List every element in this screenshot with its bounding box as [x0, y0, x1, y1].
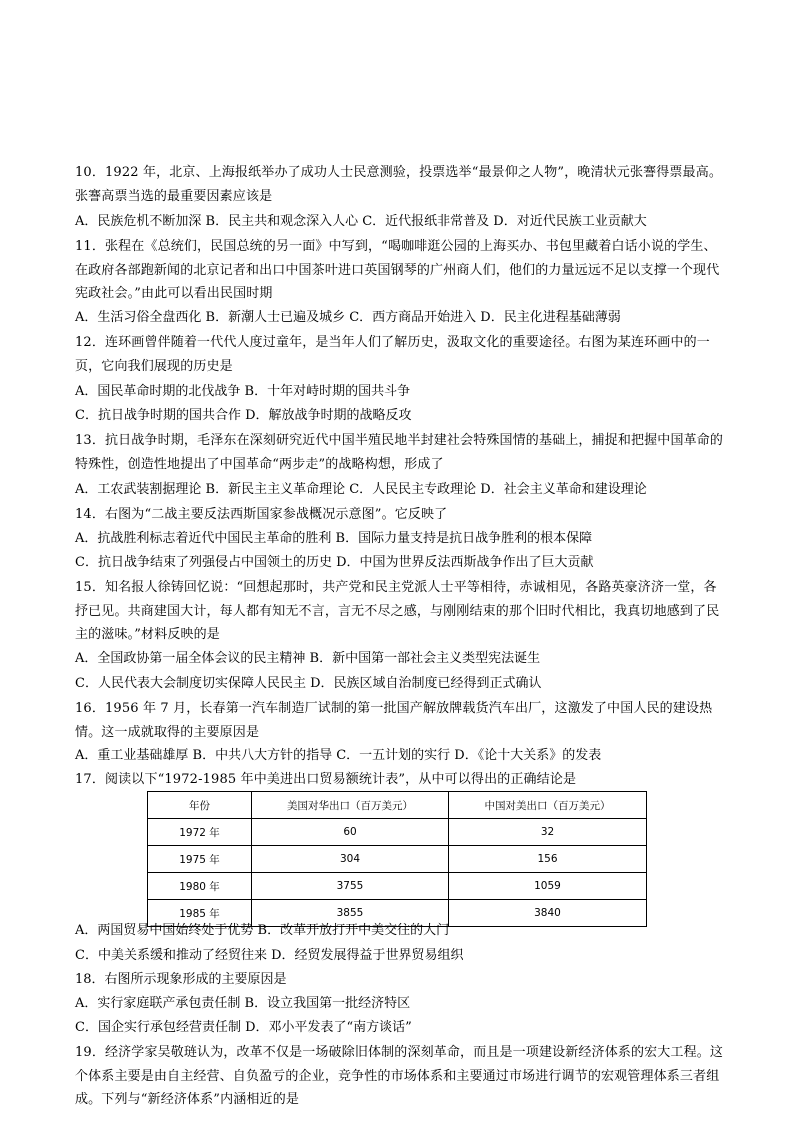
table-cell-year: 1972 年: [148, 819, 252, 846]
question-12-stem: 12．连环画曾伴随着一代代人度过童年，是当年人们了解历史，汲取文化的重要途径。右图为某连环画中的一页，它向我们展现的历史是: [75, 335, 710, 374]
table-cell-china-export: 32: [449, 819, 647, 846]
table-row: [148, 846, 647, 873]
question-13-options: A．工农武装割据理论 B．新民主主义革命理论 C．人民民主专政理论 D．社会主义革命和建设理论: [75, 482, 647, 497]
table-cell-year: 1980 年: [148, 873, 252, 900]
table-cell-us-export: 60: [252, 819, 449, 846]
table-header-row: [148, 792, 647, 819]
question-17-option-cd: C．中美关系缓和推动了经贸往来 D．经贸发展得益于世界贸易组织: [75, 948, 464, 963]
table-cell-china-export: 156: [449, 846, 647, 873]
question-14-stem: 14．右图为“二战主要反法西斯国家参战概况示意图”。它反映了: [75, 507, 448, 522]
table-header-china-export: 中国对美出口（百万美元）: [449, 792, 647, 819]
question-15-option-ab: A．全国政协第一届全体会议的民主精神 B．新中国第一部社会主义类型宪法诞生: [75, 651, 541, 666]
table-cell-us-export: 304: [252, 846, 449, 873]
question-10-stem: 10．1922 年，北京、上海报纸举办了成功人士民意测验，投票选举“最景仰之人物”，晚清状元张謇得票最高。张謇高票当选的最重要因素应该是: [75, 165, 723, 204]
question-15-stem: 15．知名报人徐铸回忆说：“回想起那时，共产党和民主党派人士平等相待，赤诚相见，各路英豪济济一堂，各抒已见。共商建国大计，每人都有知无不言，言无不尽之感，与刚刚结束的那个旧时代相比，我真切地感到了民主的滋味。”材料反映的是: [75, 580, 720, 642]
question-11-stem: 11．张程在《总统们，民国总统的另一面》中写到，“喝咖啡逛公园的上海买办、书包里藏着白话小说的学生、在政府各部跑新闻的北京记者和出口中国茶叶进口英国钢琴的广州商人们，他们的力量远远不足以支撑一个现代宪政社会。”由此可以看出民国时期: [75, 239, 720, 301]
table-row: [148, 819, 647, 846]
question-18-option-cd: C．国企实行承包经营责任制 D．邓小平发表了“南方谈话”: [75, 1020, 412, 1035]
table-header-us-export: 美国对华出口（百万美元）: [252, 792, 449, 819]
question-13-stem: 13．抗日战争时期，毛泽东在深刻研究近代中国半殖民地半封建社会特殊国情的基础上，捕捉和把握中国革命的特殊性，创造性地提出了中国革命“两步走”的战略构想，形成了: [75, 433, 724, 472]
question-14-option-cd: C．抗日战争结束了列强侵占中国领土的历史 D．中国为世界反法西斯战争作出了巨大贡献: [75, 555, 594, 570]
question-14-option-ab: A．抗战胜利标志着近代中国民主革命的胜利 B．国际力量支持是抗日战争胜利的根本保障: [75, 531, 593, 546]
question-18-stem: 18．右图所示现象形成的主要原因是: [75, 972, 287, 987]
question-12-option-ab: A．国民革命时期的北伐战争 B．十年对峙时期的国共斗争: [75, 384, 411, 399]
table-row: [148, 873, 647, 900]
question-15-option-cd: C．人民代表大会制度切实保障人民民主 D．民族区域自治制度已经得到正式确认: [75, 676, 542, 691]
question-19-stem: 19．经济学家吴敬琏认为，改革不仅是一场破除旧体制的深刻革命，而且是一项建设新经济体系的宏大工程。这个体系主要是由自主经营、自负盈亏的企业，竞争性的市场体系和主要通过市场进行调节的宏观管理体系三者组成。下列与“新经济体系”内涵相近的是: [75, 1045, 724, 1107]
question-17-option-ab: A．两国贸易中国始终处于优势 B．改革开放打开中美交往的大门: [75, 923, 450, 938]
trade-statistics-table: [147, 791, 647, 927]
question-16-stem: 16．1956 年 7 月，长春第一汽车制造厂试制的第一批国产解放牌载货汽车出厂，这激发了中国人民的建设热情。这一成就取得的主要原因是: [75, 701, 713, 740]
table-cell-us-export: 3755: [252, 873, 449, 900]
question-10-options: A．民族危机不断加深 B．民主共和观念深入人心 C．近代报纸非常普及 D．对近代民族工业贡献大: [75, 214, 647, 229]
question-11-options: A．生活习俗全盘西化 B．新潮人士已遍及城乡 C．西方商品开始进入 D．民主化进程基础薄弱: [75, 310, 621, 325]
question-17-stem: 17．阅读以下“1972-1985 年中美进出口贸易额统计表”，从中可以得出的正确结论是: [75, 772, 577, 787]
question-18-option-ab: A．实行家庭联产承包责任制 B．设立我国第一批经济特区: [75, 996, 411, 1011]
table-cell-year: 1985 年: [148, 900, 252, 927]
table-cell-year: 1975 年: [148, 846, 252, 873]
question-12-option-cd: C．抗日战争时期的国共合作 D．解放战争时期的战略反攻: [75, 408, 412, 423]
table-cell-us-export: 3855: [252, 900, 449, 927]
table-cell-china-export: 3840: [449, 900, 647, 927]
table-cell-china-export: 1059: [449, 873, 647, 900]
question-16-options: A．重工业基础雄厚 B．中共八大方针的指导 C．一五计划的实行 D．《论十大关系》的发表: [75, 748, 602, 763]
table-header-year: 年份: [148, 792, 252, 819]
